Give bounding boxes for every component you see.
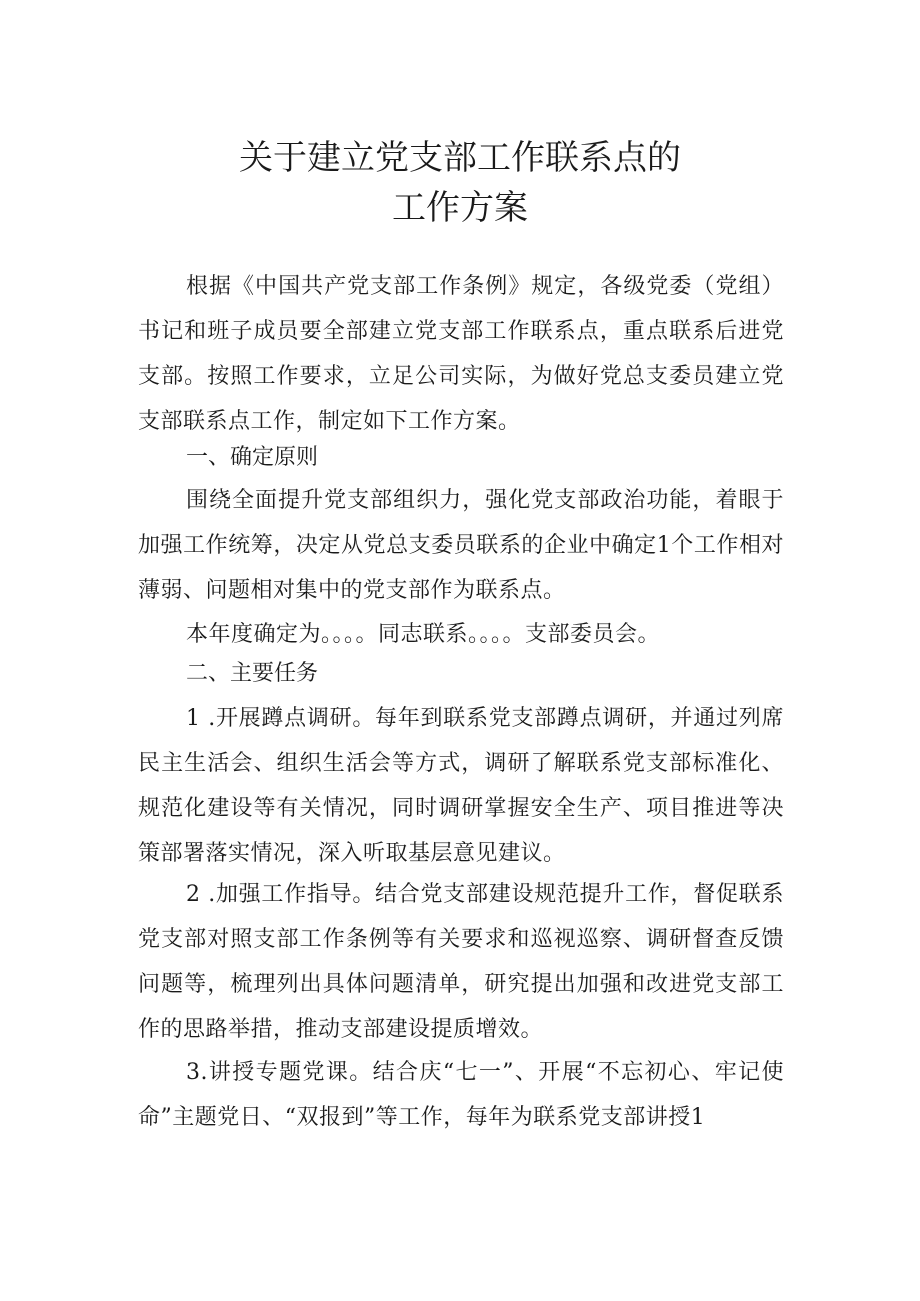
- task-3-paragraph: 3.讲授专题党课。结合庆“七一”、开展“不忘初心、牢记使命”主题党日、“双报到”等工作，每年为联系党支部讲授1: [138, 1060, 784, 1130]
- task-2-paragraph: 2 .加强工作指导。结合党支部建设规范提升工作，督促联系党支部对照支部工作条例等有关要求和巡视巡察、调研督查反馈问题等，梳理列出具体问题清单，研究提出加强和改进党支部工作的思路举措，推动支部建设提质增效。: [138, 882, 784, 1042]
- document-title-line-2: 工作方案: [392, 188, 528, 228]
- section-1-paragraph-2: 本年度确定为。。。。同志联系。。。。支部委员会。: [186, 622, 661, 647]
- intro-paragraph: 根据《中国共产党支部工作条例》规定，各级党委（党组）书记和班子成员要全部建立党支部工作联系点，重点联系后进党支部。按照工作要求，立足公司实际，为做好党总支委员建立党支部联系点工作，制定如下工作方案。: [138, 274, 784, 434]
- section-2-heading: 二、主要任务: [186, 661, 319, 686]
- section-1-heading: 一、确定原则: [186, 445, 319, 470]
- document-title-line-1: 关于建立党支部工作联系点的: [239, 138, 681, 178]
- task-1-paragraph: 1 .开展蹲点调研。每年到联系党支部蹲点调研，并通过列席民主生活会、组织生活会等方式，调研了解联系党支部标准化、规范化建设等有关情况，同时调研掌握安全生产、项目推进等决策部署落实情况，深入听取基层意见建议。: [138, 706, 784, 866]
- section-1-paragraph-1: 围绕全面提升党支部组织力，强化党支部政治功能，着眼于加强工作统筹，决定从党总支委员联系的企业中确定1个工作相对薄弱、问题相对集中的党支部作为联系点。: [138, 488, 784, 603]
